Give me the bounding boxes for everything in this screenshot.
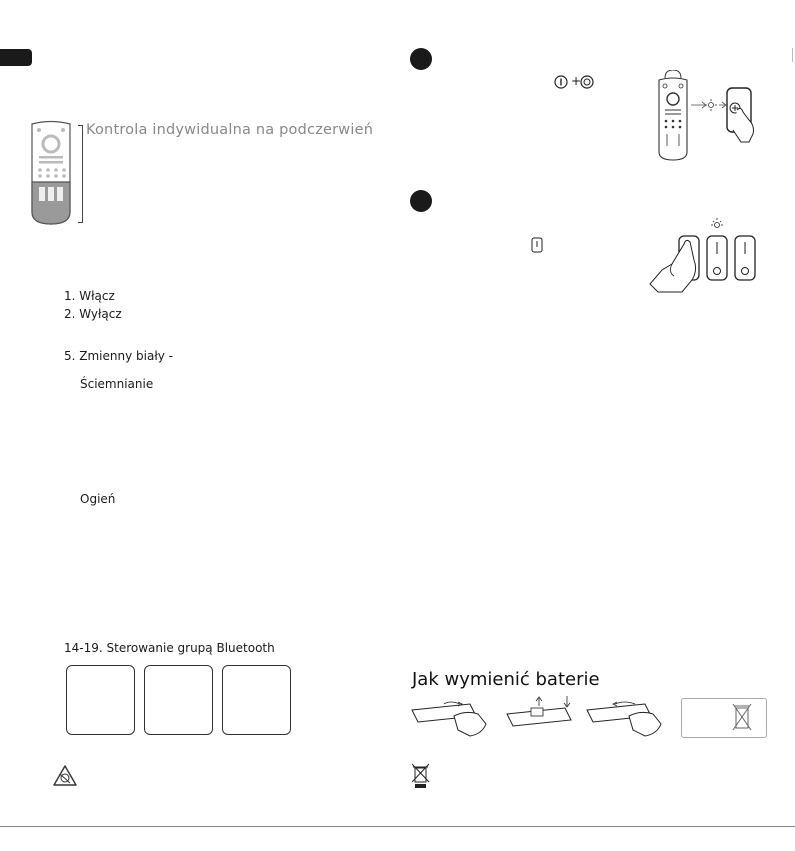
step-2-marker [410,190,432,212]
remote-control-icon [26,120,76,230]
switch-press-illustration [642,214,762,294]
item-off: 2. Wyłącz [64,307,122,321]
pairing-illustration [645,70,775,165]
item-dimming: Ściemnianie [80,377,154,391]
bottom-rule [0,826,795,827]
step-1-marker [410,48,432,70]
crossed-bin-icon [412,762,430,790]
child-safety-icon [52,764,78,788]
item-fire: Ogień [80,492,116,506]
battery-step-2 [505,694,575,738]
switch-icon [531,237,543,253]
item-on: 1. Włącz [64,289,115,303]
section-title: Kontrola indywidualna na podczerwień [86,122,374,138]
battery-title: Jak wymienić baterie [412,669,600,690]
disposal-box [681,698,767,738]
edge-mark [792,48,793,62]
group-box-3 [222,665,291,735]
battery-step-3 [585,694,665,738]
group-box-1 [66,665,135,735]
item-variable-white: 5. Zmienny biały - [64,349,173,363]
battery-step-1 [410,694,490,738]
bluetooth-group-heading: 14-19. Sterowanie grupą Bluetooth [64,641,275,655]
crossed-battery-icon [732,702,752,732]
language-tab [0,49,32,66]
combo-plus: + [571,74,582,88]
group-box-2 [144,665,213,735]
section-bracket [78,125,83,223]
